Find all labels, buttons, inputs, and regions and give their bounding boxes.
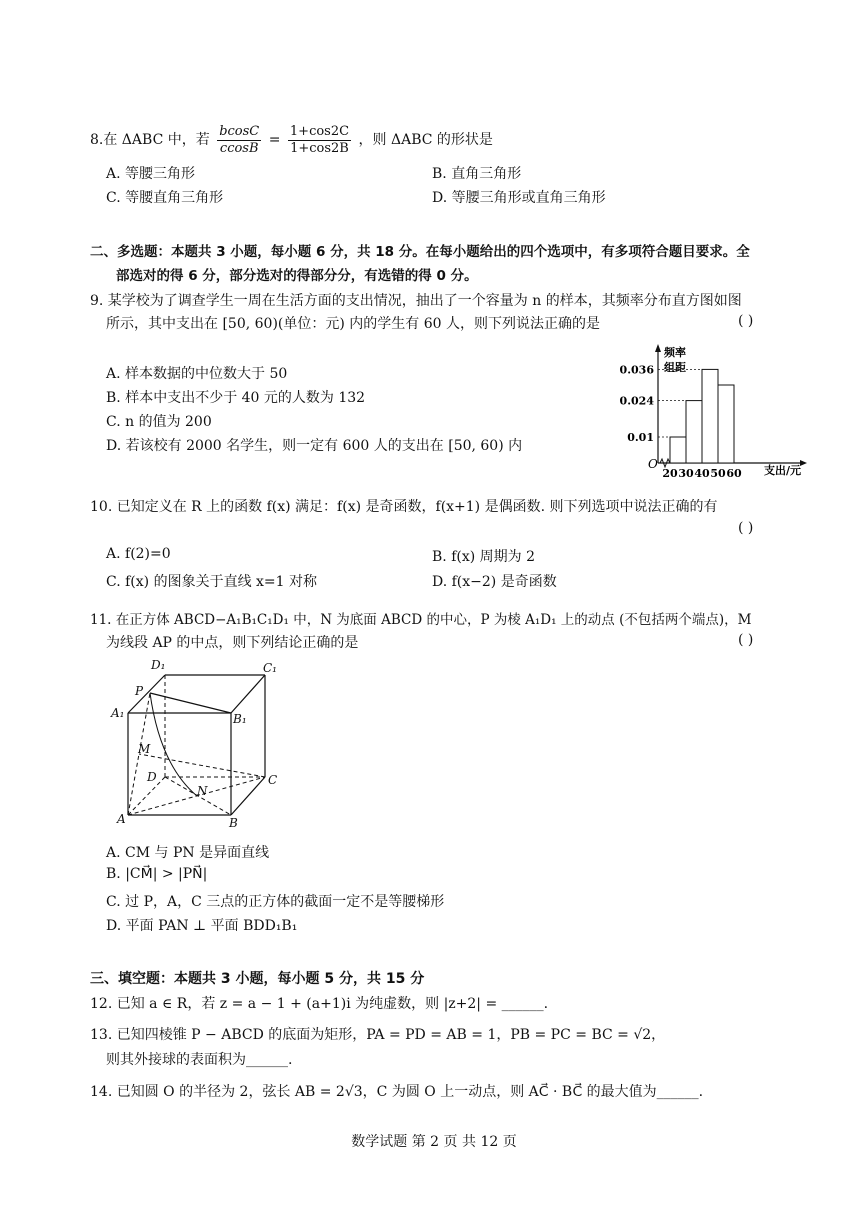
q9-stem-line2: 所示，其中支出在 [50, 60)(单位：元) 内的学生有 60 人，则下列说法正确的是	[106, 316, 600, 332]
label-a1: A₁	[111, 706, 125, 720]
q11-answer-bracket: ( )	[738, 632, 754, 648]
histogram-bar-0	[670, 437, 686, 463]
q11-option-c: C. 过 P，A，C 三点的正方体的截面一定不是等腰梯形	[106, 894, 445, 910]
q10-option-d: D. f(x−2) 是奇函数	[432, 574, 557, 590]
q11-option-a: A. CM 与 PN 是异面直线	[106, 845, 270, 861]
label-c: C	[268, 773, 278, 787]
label-d1: D₁	[151, 658, 166, 672]
page-footer: 数学试题 第 2 页 共 12 页	[351, 1134, 517, 1150]
q8-frac2-denominator: 1+cos2B	[290, 140, 349, 156]
segment-p-b1	[150, 693, 231, 713]
q8-fraction-left	[217, 124, 261, 157]
hidden-segment-c-m	[139, 754, 265, 777]
histogram-xtick-label-2: 40	[694, 467, 710, 480]
histogram-chart	[612, 340, 812, 480]
histogram-bar-2	[702, 369, 718, 463]
histogram-ylabel-top: 频率	[664, 346, 686, 359]
label-c1: C₁	[263, 661, 277, 675]
q8-frac1-numerator: bcosC	[219, 123, 260, 139]
label-a: A	[117, 812, 126, 826]
q10-stem-line1: 10. 已知定义在 R 上的函数 f(x) 满足：f(x) 是奇函数，f(x+1) 是偶函数. 则下列选项中说法正确的有	[90, 499, 718, 515]
label-p: P	[135, 684, 144, 698]
q9-option-b: B. 样本中支出不少于 40 元的人数为 132	[106, 390, 366, 406]
q8-prefix: 在 ΔABC 中，若	[103, 132, 210, 148]
q8-option-c: C. 等腰直角三角形	[106, 190, 224, 206]
segment-p-n	[150, 693, 197, 796]
q9-answer-bracket: ( )	[738, 313, 754, 329]
q13-stem-line1: 13. 已知四棱锥 P − ABCD 的底面为矩形，PA = PD = AB = 1，PB = PC = BC = √2，	[90, 1027, 666, 1043]
histogram-xtick-label-4: 60	[726, 467, 742, 480]
q9-option-a: A. 样本数据的中位数大于 50	[106, 366, 288, 382]
histogram-y-axis-arrow	[655, 344, 661, 352]
q9-option-c: C. n 的值为 200	[106, 414, 212, 430]
q11-stem-line2: 为线段 AP 的中点，则下列结论正确的是	[106, 635, 359, 651]
label-n: N	[197, 784, 208, 798]
q9-stem-line1: 9. 某学校为了调查学生一周在生活方面的支出情况，抽出了一个容量为 n 的样本，其频率分布直方图如图	[90, 293, 742, 309]
q10-option-a: A. f(2)=0	[106, 546, 171, 562]
q14-stem: 14. 已知圆 O 的半径为 2，弦长 AB = 2√3，C 为圆 O 上一动点，则 AC⃗ · BC⃗ 的最大值为______.	[90, 1084, 704, 1100]
edge-a1-d1	[128, 675, 165, 713]
section2-heading-line1: 二、多选题：本题共 3 小题，每小题 6 分，共 18 分。在每小题给出的四个选项中，有多项符合题目要求。全	[90, 244, 750, 260]
q8-option-d: D. 等腰三角形或直角三角形	[432, 190, 606, 206]
histogram-ytick-label-1: 0.024	[619, 394, 654, 408]
section2-heading-line2: 部选对的得 6 分，部分选对的得部分分，有选错的得 0 分。	[116, 268, 478, 284]
histogram-bar-1	[686, 401, 702, 463]
edge-b-c	[231, 777, 265, 815]
q8-suffix: ，则 ΔABC 的形状是	[358, 132, 493, 148]
q8-stem	[90, 120, 493, 160]
histogram-ytick-label-2: 0.01	[627, 431, 654, 444]
histogram-x-axis-arrow	[800, 460, 807, 466]
q8-option-b: B. 直角三角形	[432, 166, 522, 182]
q8-fraction-right	[288, 124, 351, 157]
section3-heading: 三、填空题：本题共 3 小题，每小题 5 分，共 15 分	[90, 971, 425, 987]
q13-stem-line2: 则其外接球的表面积为______.	[106, 1052, 293, 1068]
edge-b1-c1	[231, 675, 265, 713]
q10-option-c: C. f(x) 的图象关于直线 x=1 对称	[106, 574, 317, 590]
histogram-ylabel-bottom: 组距	[664, 361, 686, 374]
histogram-bar-3	[718, 385, 734, 463]
q11-stem-line1: 11. 在正方体 ABCD−A₁B₁C₁D₁ 中，N 为底面 ABCD 的中心，P 为棱 A₁D₁ 上的动点 (不包括两个端点)，M	[90, 612, 752, 628]
q10-option-b: B. f(x) 周期为 2	[432, 549, 535, 565]
q8-number: 8.	[90, 132, 104, 148]
histogram-xtick-label-3: 50	[710, 467, 726, 480]
q8-frac2-numerator: 1+cos2C	[289, 123, 350, 139]
histogram-origin-label: O	[648, 457, 658, 471]
q8-option-a: A. 等腰三角形	[106, 166, 196, 182]
histogram-x-axis-label: 支出/元	[764, 464, 802, 477]
q9-option-d: D. 若该校有 2000 名学生，则一定有 600 人的支出在 [50, 60) 内	[106, 438, 523, 454]
q8-equals: =	[268, 132, 281, 148]
histogram-ytick-label-0: 0.036	[619, 363, 654, 377]
q10-answer-bracket: ( )	[738, 520, 754, 536]
cube-figure	[105, 655, 285, 830]
q11-option-d: D. 平面 PAN ⊥ 平面 BDD₁B₁	[106, 918, 298, 934]
histogram-xtick-label-0: 20	[662, 467, 678, 480]
label-m: M	[138, 742, 151, 756]
q11-option-b: B. |CM⃗| > |PN⃗|	[106, 866, 208, 882]
label-b: B	[229, 816, 238, 830]
label-b1: B₁	[233, 712, 247, 726]
histogram-xtick-label-1: 30	[678, 467, 694, 480]
q12-stem: 12. 已知 a ∈ R，若 z = a − 1 + (a+1)i 为纯虚数，则 |z+2| = ______.	[90, 996, 549, 1012]
q8-frac1-denominator: ccosB	[219, 140, 259, 156]
label-d: D	[147, 770, 157, 784]
